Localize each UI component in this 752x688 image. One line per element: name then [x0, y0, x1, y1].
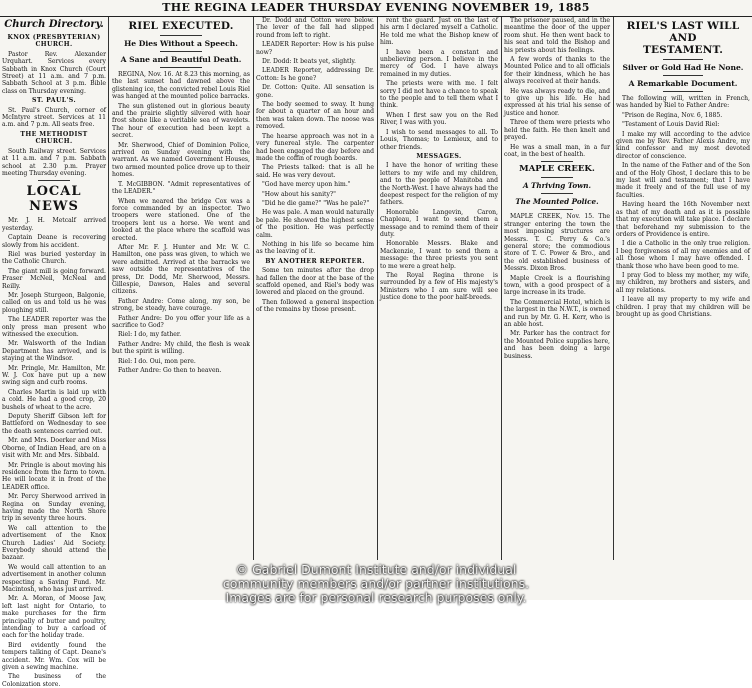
article-paragraph: Honorable Messrs. Blake and Mackenzie, I want to send them a message: the three priests you sent to me were a great help.: [380, 240, 498, 270]
church-heading: ST. PAUL'S.: [31, 97, 77, 105]
article-paragraph: I make my will according to the advice given me by Rev. Father Alexis Andre, my kind confessor and my most devoted director of conscience.: [616, 130, 750, 160]
news-item: Mr. Walsworth of the Indian Department has arrived, and is staying at the Windsor.: [2, 340, 106, 363]
news-item: We call attention to the advertisement of the Knox Church Ladies' Aid Society. Everybody should attend the bazaar.: [2, 524, 106, 562]
copyright-watermark: Images are for personal research purposes only.: [225, 590, 527, 605]
news-item: Riel was buried yesterday in the Catholic Church.: [2, 250, 106, 266]
article-paragraph: LEADER Reporter: How is his pulse now?: [256, 41, 374, 56]
article-paragraph: Then followed a general inspection of the remains by those present.: [256, 298, 374, 314]
article-paragraph: I die a Catholic in the only true religion. I beg forgiveness of all my enemies and of all those whom I may have offended. I thank those who have been good to me.: [616, 240, 750, 270]
copyright-watermark: community members and/or partner institutions.: [222, 576, 530, 591]
section-subhead: BY ANOTHER REPORTER.: [265, 257, 365, 265]
article-paragraph: The following will, written in French, was handed by Riel to Father Andre:: [616, 95, 750, 110]
section-subhead: MESSAGES.: [416, 152, 462, 160]
church-text: Pastor Rev. Alexander Urquhart. Services every Sabbath in Knox Church (Court Street) at 11 a.m. and 7 p.m. Sabbath School at 3 p.m. Bible class on Thursday evening.: [2, 50, 106, 95]
article-paragraph: Maple Creek is a flourishing town, with a good prospect of a large increase in its trade.: [504, 274, 610, 297]
article-paragraph: The priests were with me. I felt sorry I did not have a chance to speak to the people and to tell them what I think.: [380, 80, 498, 110]
column-1: [2, 17, 106, 688]
dialogue-line: Father Andre: Do you offer your life as a sacrifice to God?: [112, 314, 250, 329]
church-text: South Railway street. Services at 11 a.m. and 7 p.m. Sabbath school at 2.30 p.m. Prayer meeting Thursday evening.: [2, 147, 106, 177]
church-directory-title: Church Directory.: [4, 19, 104, 30]
article-paragraph: When I first saw you on the Red River, I was with you.: [380, 111, 498, 127]
article-paragraph: The Commercial Hotel, which is the largest in the N.W.T., is owned and run by Mr. G. H. Kerr, who is an able host.: [504, 298, 610, 328]
divider: [663, 91, 703, 92]
dialogue-line: Riel: I do. Oui, mon pere.: [118, 357, 196, 365]
article-paragraph: MAPLE CREEK, Nov. 15. The stranger entering the town the most imposing structures are Messrs. T. C. Perry & Co.'s general store; the commodious store of T. C. Power & Bro., and the old established business of Messrs. Dixon Bros.: [504, 213, 610, 273]
article-paragraph: The Priests talked: that is all he said. He was very devout.: [256, 164, 374, 179]
church-heading: THE METHODIST CHURCH.: [20, 130, 88, 146]
local-news-title: LOCAL NEWS: [26, 184, 82, 215]
article-paragraph: REGINA, Nov. 16. At 8.23 this morning, as the last sunset had dawned above the glistening ice, the convicted rebel Louis Riel was hanged at the mounted police barracks.: [112, 71, 250, 101]
column-6: [616, 17, 750, 560]
news-item: Mr. Joseph Sturgeon, Balgonie, called on us and told us he was ploughing still.: [2, 291, 106, 314]
article-paragraph: "How about his sanity?": [262, 190, 336, 198]
church-text: St. Paul's Church, corner of McIntyre street. Services at 11 a.m. and 7 p.m. All seats free.: [2, 106, 106, 129]
article-paragraph: "Did he die game?" "Was he pale?": [262, 199, 370, 207]
article-paragraph: Mr. Parker has the contract for the Mounted Police supplies here, and has been doing a large business.: [504, 330, 610, 360]
column-rule: [501, 17, 502, 560]
column-4: [380, 17, 498, 560]
article-paragraph: Nothing in his life so became him as the leaving of it.: [256, 240, 374, 256]
news-item: Mr. Percy Sherwood arrived in Regina on Sunday evening, having made the North Shore trip in seventy three hours.: [2, 493, 106, 523]
article-paragraph: rent the guard. Just on the last of his arm I declared myself a Catholic. He told me what the Bishop knew of him.: [380, 17, 498, 47]
article-paragraph: Dr. Cotton: Quite. All sensation is gone.: [256, 84, 374, 99]
article-paragraph: After Mr. F. J. Hunter and Mr. W. C. Hamilton, one pass was given, to which we were admitted. Arrived at the barracks we saw outside the representatives of the press, Dr. Dodd, Mr. Sherwood, Messrs. Gillespie, Dawson, Hales and several citizens.: [112, 243, 250, 296]
news-item: Bird evidently found the tempers talking of Capt. Deane's accident. Mr. Wm. Cox will be given a sewing machine.: [2, 641, 106, 672]
last-will-subhead: A Remarkable Document.: [628, 79, 738, 88]
article-paragraph: I leave all my property to my wife and children. I pray that my children will be brought up as good Christians.: [616, 296, 750, 318]
divider: [541, 161, 573, 162]
dialogue-line: Father Andre: Go then to heaven.: [118, 367, 222, 375]
news-item: Mr. Pringle, Mr. Hamilton, Mr. W. J. Cox have put up a new swing sign and curb rooms.: [2, 364, 106, 387]
article-paragraph: The hearse approach was not in a very funereal style. The carpenter had been engaged the day before and made the coffin of rough boards.: [256, 132, 374, 162]
last-will-subhead: Silver or Gold Had He None.: [622, 63, 744, 72]
news-item: Mr. and Mrs. Doerker and Miss Oborne, of Indian Head, are on a visit with Mr. and Mrs. Sibbald.: [2, 437, 106, 460]
news-item: Mr. Pringle is about moving his residence from the farm to town. He will locate it in front of the LEADER office.: [2, 461, 106, 491]
divider: [541, 209, 573, 210]
riel-executed-subhead: A Sane and Beautiful Death.: [120, 55, 242, 64]
news-item: Mr. J. H. Metcalf arrived yesterday.: [2, 217, 106, 232]
news-item: Mr. A. Moran, of Moose Jaw, left last night for Ontario, to make purchases for the firm principally of butter and poultry, intending to buy a carload of each for the holiday trade.: [2, 595, 106, 640]
divider: [160, 35, 201, 36]
divider: [160, 67, 201, 68]
article-paragraph: Father Andre: Come along, my son, be strong, be steady, have courage.: [112, 297, 250, 313]
article-paragraph: I have been a constant and unbelieving person. I believe in the mercy of God. I have always remained in my duties.: [380, 48, 498, 78]
divider: [160, 51, 201, 52]
article-paragraph: In the name of the Father and of the Son and of the Holy Ghost, I declare this to be my last will and testament; that I have made it freely and of the full use of my faculties.: [616, 162, 750, 199]
article-paragraph: I have the honor of writing these letters to my wife and my children, and to the people of Manitoba and the North-West. I have always had the deepest respect for the religion of my fathers.: [380, 162, 498, 207]
article-paragraph: Having heard the 16th November next as that of my death and as it is possible that my execution will take place. I declare that beforehand my submission to the orders of Providence is entire.: [616, 201, 750, 238]
riel-executed-headline: RIEL EXECUTED.: [128, 20, 234, 32]
article-paragraph: The prisoner paused, and in the meantime the door of the upper room shut. He then went back to his seat and told the Bishop and his priests about his feelings.: [504, 17, 610, 54]
article-paragraph: The body seemed to sway. It hung for about a quarter of an hour and then was taken down. The noose was removed.: [256, 101, 374, 131]
maple-creek-headline: MAPLE CREEK.: [519, 164, 595, 175]
column-rule: [253, 17, 254, 560]
article-paragraph: Mr. Sherwood, Chief of Dominion Police, arrived on Sunday evening with the warrant. As we named Government Houses, two armed mounted police drove up to their homes.: [112, 141, 250, 179]
news-item: We would call attention to an advertisement in another column respecting a Saving Fund. Mr. Macintosh, who has just arrived.: [2, 563, 106, 593]
column-2: [112, 17, 250, 560]
column-rule: [108, 17, 109, 560]
column-rule: [613, 17, 614, 560]
article-paragraph: A few words of thanks to the Mounted Police and to all officials for their kindness, which he has always received at their hands.: [504, 56, 610, 86]
news-item: The giant mill is going forward. Fraser McNeil, McNeal and Reilly.: [2, 267, 106, 290]
article-paragraph: Three of them were priests who held the faith. He then knelt and prayed.: [504, 119, 610, 142]
news-item: The business of the Colonization store.: [2, 673, 106, 688]
article-paragraph: I wish to send messages to all. To Louis, Thomas; to Lemieux, and to other friends.: [380, 128, 498, 151]
column-5: [504, 17, 610, 560]
divider: [38, 180, 69, 181]
news-item: Deputy Sheriff Gibson left for Battleford on Wednesday to see the death sentences carried out.: [2, 413, 106, 435]
divider: [663, 59, 703, 60]
column-rule: [377, 17, 378, 560]
last-will-headline-2: TESTAMENT.: [642, 44, 724, 56]
article-paragraph: Dr. Dodd: It beats yet, slightly.: [262, 58, 356, 66]
maple-creek-subhead: A Thriving Town.: [522, 181, 592, 191]
article-paragraph: The sun glistened out in glorious beauty and the prairie slightly silvered with hoar frost shone like a veritable sea of wavelets. The hour of execution had been kept a secret.: [112, 102, 250, 140]
dialogue-line: Riel: I do, my father.: [118, 331, 182, 339]
article-paragraph: T. McGIBBON. "Admit representatives of the LEADER.": [112, 180, 250, 196]
news-item: Charles Martin is laid up with a cold. He had a good crop, 20 bushels of wheat to the acre.: [2, 388, 106, 411]
last-will-headline: RIEL'S LAST WILL AND: [626, 20, 740, 44]
article-paragraph: LEADER Reporter, addressing Dr. Cotton: Is he gone?: [256, 67, 374, 82]
article-paragraph: "Prison de Regina, Nov. 6, 1885.: [622, 111, 723, 119]
article-paragraph: He was a small man, in a fur coat, in the best of health.: [504, 143, 610, 158]
article-paragraph: "God have mercy upon him.": [262, 181, 351, 189]
maple-creek-subhead: The Mounted Police.: [515, 197, 599, 207]
article-paragraph: Dr. Dodd and Cotton were below. The lever of the fall had slipped round from left to right.: [256, 17, 374, 39]
article-paragraph: When we neared the bridge Cox was a force commanded by an inspector. Two troopers were stationed. One of the troopers lent us a horse. We went and looked at the place where the scaffold was erected.: [112, 197, 250, 242]
article-paragraph: I pray God to bless my mother, my wife, my children, my brothers and sisters, and all my relations.: [616, 271, 750, 294]
article-paragraph: He was pale. A man would naturally be pale. He showed the highest sense of the position. He was perfectly calm.: [256, 209, 374, 239]
divider: [663, 75, 703, 76]
divider: [541, 193, 573, 194]
masthead: THE REGINA LEADER THURSDAY EVENING NOVEMBER 19, 1885: [0, 0, 752, 17]
article-paragraph: He was always ready to die, and to give up his life. He had expressed at his trial his sense of justice and honor.: [504, 87, 610, 117]
dialogue-line: Father Andre: My child, the flesh is weak but the spirit is willing.: [112, 340, 250, 356]
column-3: [256, 17, 374, 560]
divider: [541, 177, 573, 178]
article-paragraph: "Testament of Louis David Riel:: [622, 121, 720, 129]
church-heading: KNOX (PRESBYTERIAN) CHURCH.: [7, 34, 101, 49]
article-paragraph: Some ten minutes after the drop had fallen the door at the base of the scaffold opened, and Riel's body was lowered and placed on the ground.: [256, 267, 374, 297]
article-paragraph: Honorable Langevin, Caron, Chapleau, I want to send them a message and to remind them of their duty.: [380, 208, 498, 238]
riel-executed-subhead: He Dies Without a Speech.: [124, 39, 238, 48]
article-paragraph: The Royal Regina throne is surrounded by a few of His majesty's Ministers who I am sure will see justice done to the poor half-breeds.: [380, 272, 498, 302]
news-item: The LEADER reporter was the only press man present who witnessed the execution.: [2, 316, 106, 338]
news-item: Captain Deane is recovering slowly from his accident.: [2, 234, 106, 249]
copyright-watermark: © Gabriel Dumont Institute and/or individual: [235, 562, 517, 577]
